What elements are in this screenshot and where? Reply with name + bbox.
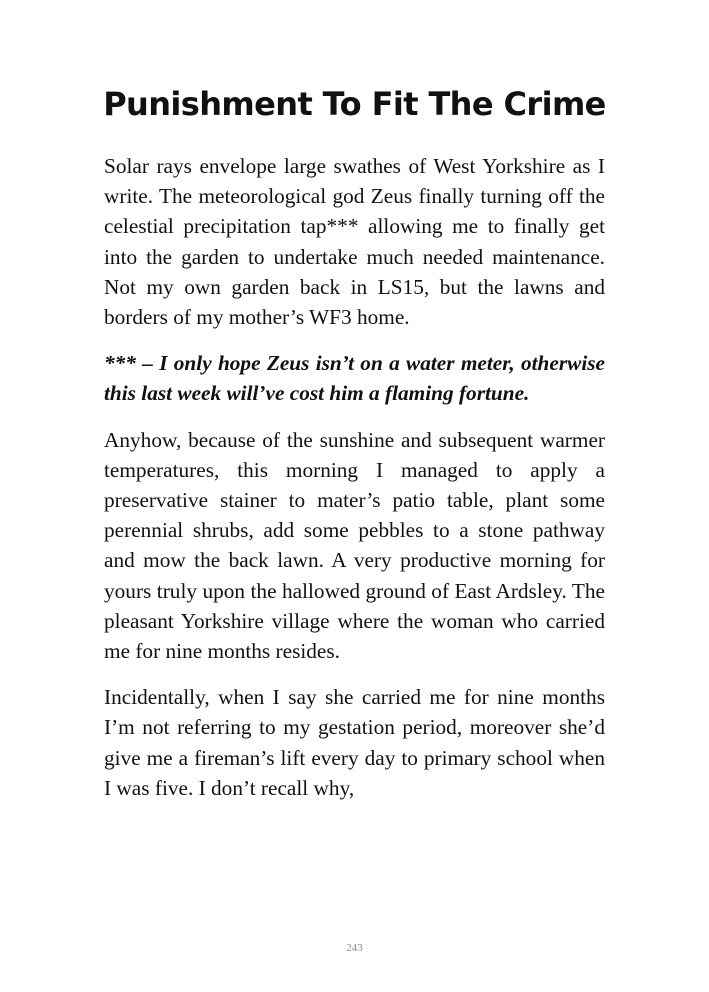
body-text <box>104 151 605 819</box>
paragraph-3: Anyhow, because of the sunshine and subsequent warmer temperatures, this morning I managed to apply a preservative stainer to mater’s patio table, plant some perennial shrubs, add some pebbles to a stone pathway and mow the back lawn. A very productive morning for yours truly upon the hallowed ground of East Ardsley. The pleasant Yorkshire village where the woman who carried me for nine months resides. <box>104 427 605 664</box>
page-number: 243 <box>346 942 363 954</box>
paragraph-1: Solar rays envelope large swathes of West Yorkshire as I write. The meteorological god Zeus finally turning off the celestial precipitation tap*** allowing me to finally get into the garden to undertake much needed maintenance. Not my own garden back in LS15, but the lawns and borders of my mother’s WF3 home. <box>104 154 605 330</box>
footnote-paragraph: *** – I only hope Zeus isn’t on a water meter, otherwise this last week will’ve cost him a flaming fortune. <box>104 351 605 406</box>
page-title: Punishment To Fit The Crime <box>103 85 606 123</box>
paragraph-4: Incidentally, when I say she carried me for nine months I’m not referring to my gestation period, moreover she’d give me a fireman’s lift every day to primary school when I was five. I don’t recall why, <box>104 685 605 800</box>
